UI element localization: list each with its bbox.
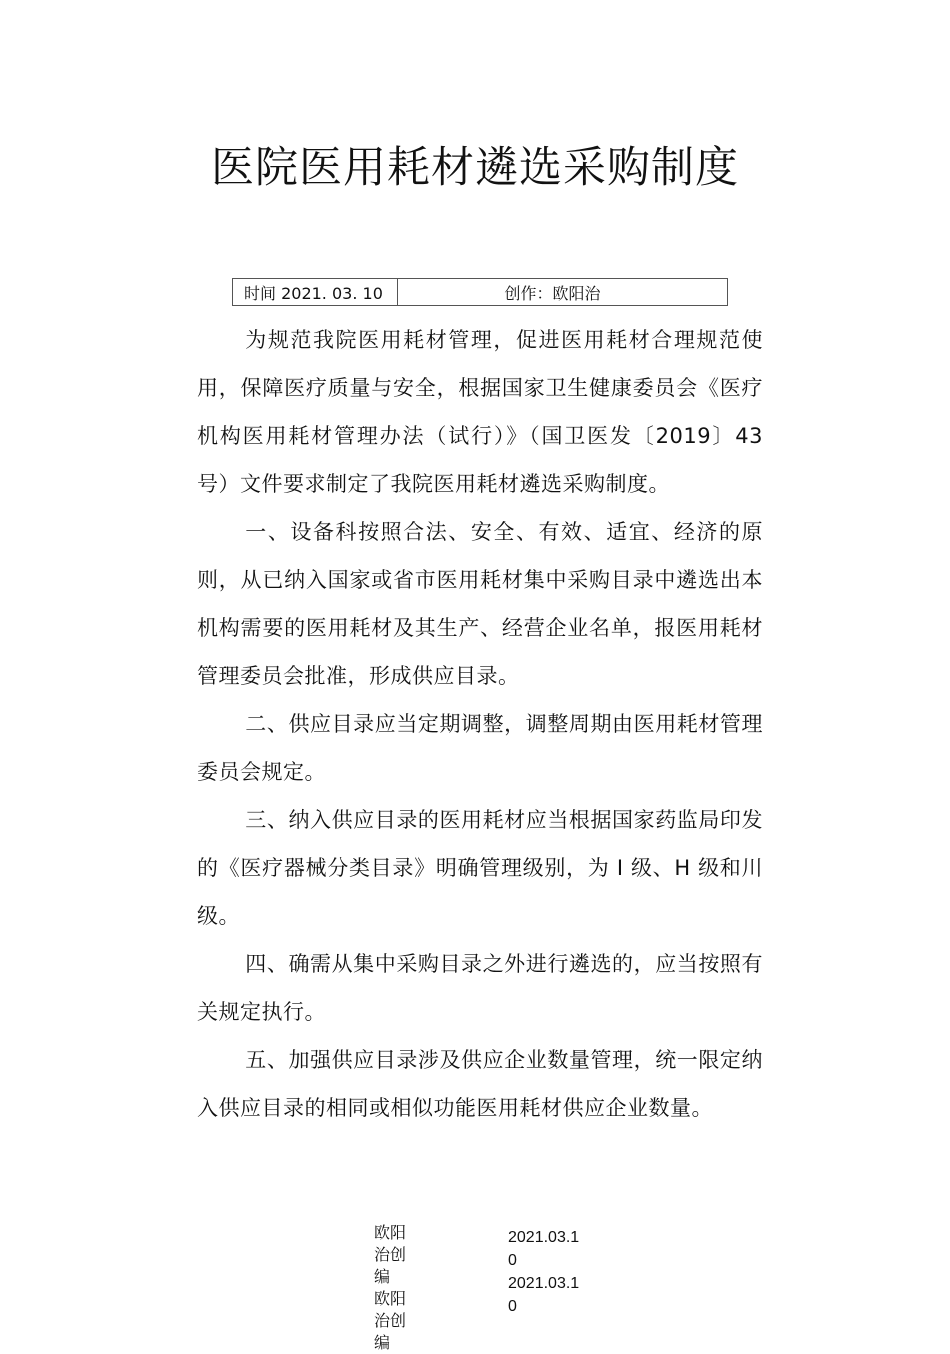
document-body bbox=[197, 316, 763, 1132]
footer-date-line: 0 bbox=[508, 1298, 517, 1315]
paragraph-item-3: 三、纳入供应目录的医用耗材应当根据国家药监局印发的《医疗器械分类目录》明确管理级别，为 I 级、H 级和川级。 bbox=[197, 808, 763, 928]
footer-author-line: 治创 bbox=[374, 1311, 407, 1330]
paragraph-item-4: 四、确需从集中采购目录之外进行遴选的，应当按照有关规定执行。 bbox=[197, 952, 763, 1024]
document-title: 医院医用耗材遴选采购制度 bbox=[211, 143, 739, 193]
footer-author bbox=[374, 1222, 414, 1354]
footer-author-line: 编 bbox=[374, 1333, 391, 1352]
footer-date-line: 2021.03.1 bbox=[508, 1275, 580, 1292]
meta-table bbox=[232, 278, 728, 306]
footer-author-line: 治创 bbox=[374, 1245, 407, 1264]
footer-author-line: 编 bbox=[374, 1267, 391, 1286]
paragraph-item-2: 二、供应目录应当定期调整，调整周期由医用耗材管理委员会规定。 bbox=[197, 712, 763, 784]
footer-author-line: 欧阳 bbox=[374, 1223, 407, 1242]
paragraph-item-5: 五、加强供应目录涉及供应企业数量管理，统一限定纳入供应目录的相同或相似功能医用耗材供应企业数量。 bbox=[197, 1048, 763, 1120]
meta-time: 时间 2021. 03. 10 bbox=[233, 279, 398, 305]
paragraph-intro: 为规范我院医用耗材管理，促进医用耗材合理规范使用，保障医疗质量与安全，根据国家卫生健康委员会《医疗机构医用耗材管理办法（试行）》（国卫医发〔2019〕43号）文件要求制定了我院医用耗材遴选采购制度。 bbox=[197, 328, 763, 496]
footer-date bbox=[508, 1226, 588, 1318]
footer-author-line: 欧阳 bbox=[374, 1289, 407, 1308]
paragraph-item-1: 一、设备科按照合法、安全、有效、适宜、经济的原则，从已纳入国家或省市医用耗材集中采购目录中遴选出本机构需要的医用耗材及其生产、经营企业名单，报医用耗材管理委员会批准，形成供应目录。 bbox=[197, 520, 763, 688]
footer-date-line: 2021.03.1 bbox=[508, 1229, 580, 1246]
footer-date-line: 0 bbox=[508, 1252, 517, 1269]
meta-author: 创作：欧阳治 bbox=[504, 283, 601, 303]
